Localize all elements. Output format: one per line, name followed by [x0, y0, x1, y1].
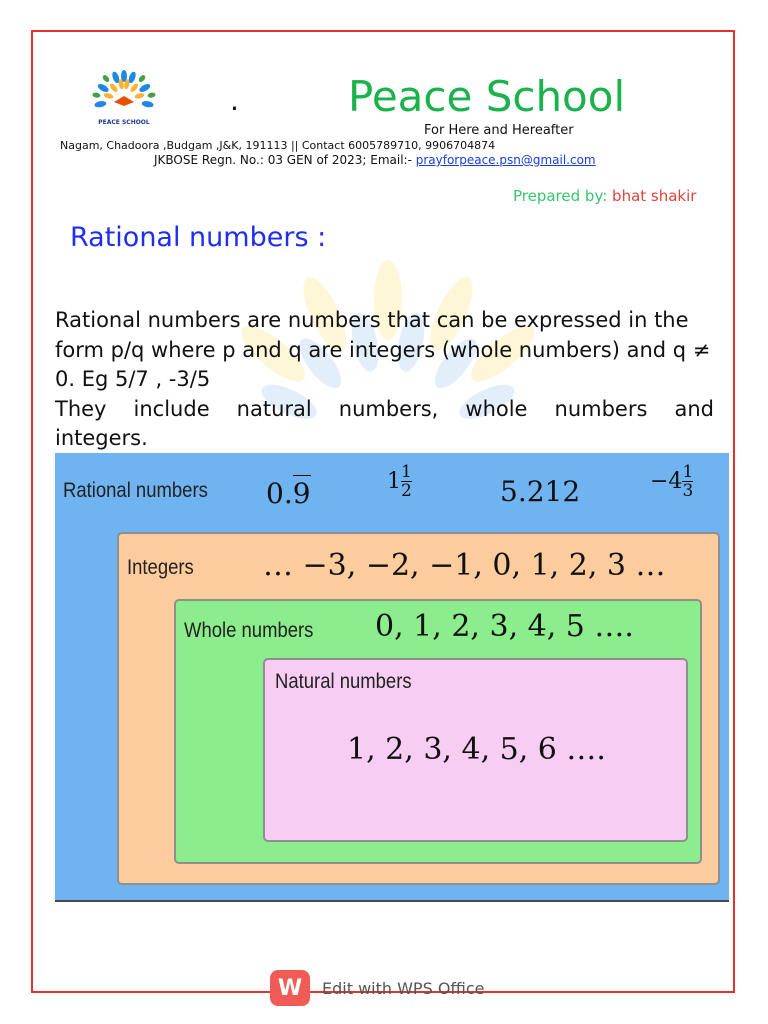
wps-edit-text[interactable]: Edit with WPS Office: [322, 978, 485, 998]
mixed-1-whole: 1: [387, 469, 401, 494]
number-sets-diagram: [55, 453, 729, 902]
registration-text: JKBOSE Regn. No.: 03 GEN of 2023; Email:-: [154, 153, 416, 167]
mixed-2-denominator: 3: [682, 481, 694, 501]
mixed-2-numerator: 1: [682, 462, 694, 482]
whole-numbers-label: Whole numbers: [184, 619, 314, 642]
definition-text: [55, 306, 714, 454]
header-separator: .: [230, 84, 239, 117]
author-name: bhat shakir: [612, 187, 697, 205]
whole-numbers-values: 0, 1, 2, 3, 4, 5 ….: [375, 609, 634, 644]
registration-line: [154, 153, 596, 167]
rational-example-mixed-1: [387, 463, 412, 500]
rational-label: Rational numbers: [63, 479, 208, 502]
includes-line: They include natural numbers, whole numbers and: [55, 396, 714, 421]
logo-text: PEACE SCHOOL: [98, 119, 150, 126]
prepared-by: [513, 187, 696, 205]
email-link[interactable]: prayforpeace.psn@gmail.com: [415, 153, 596, 167]
wps-office-icon[interactable]: W: [270, 970, 310, 1006]
mixed-1-denominator: 2: [401, 481, 412, 501]
rational-example-mixed-2: [650, 463, 693, 500]
school-name: Peace School: [348, 72, 626, 121]
rational-example-decimal: 5.212: [500, 475, 581, 508]
mixed-1-numerator: 1: [401, 462, 412, 482]
mixed-2-whole: −4: [650, 469, 683, 494]
school-motto: For Here and Hereafter: [424, 123, 574, 138]
integers-values: … −3, −2, −1, 0, 1, 2, 3 …: [263, 548, 666, 583]
school-address: Nagam, Chadoora ,Budgam ,J&K, 191113 || Contact 6005789710, 9906704874: [60, 139, 496, 152]
section-heading: Rational numbers :: [70, 222, 327, 253]
natural-numbers-box: [263, 658, 688, 842]
natural-numbers-label: Natural numbers: [275, 670, 412, 693]
rational-example-repeating: [266, 477, 311, 510]
includes-line-end: integers.: [55, 426, 148, 450]
prepared-by-label: Prepared by:: [513, 187, 613, 205]
natural-numbers-values: 1, 2, 3, 4, 5, 6 ….: [347, 732, 606, 767]
school-logo: [76, 66, 172, 132]
integers-label: Integers: [127, 556, 194, 579]
rational-example-repeating-value: 0.9: [266, 477, 311, 510]
definition-paragraph: Rational numbers are numbers that can be expressed in the form p/q where p and q are integers (whole numbers) and q ≠ 0. Eg 5/7 , -3/5: [55, 308, 711, 391]
wps-edit-banner[interactable]: [270, 968, 485, 1008]
repeating-bar: [293, 475, 311, 476]
